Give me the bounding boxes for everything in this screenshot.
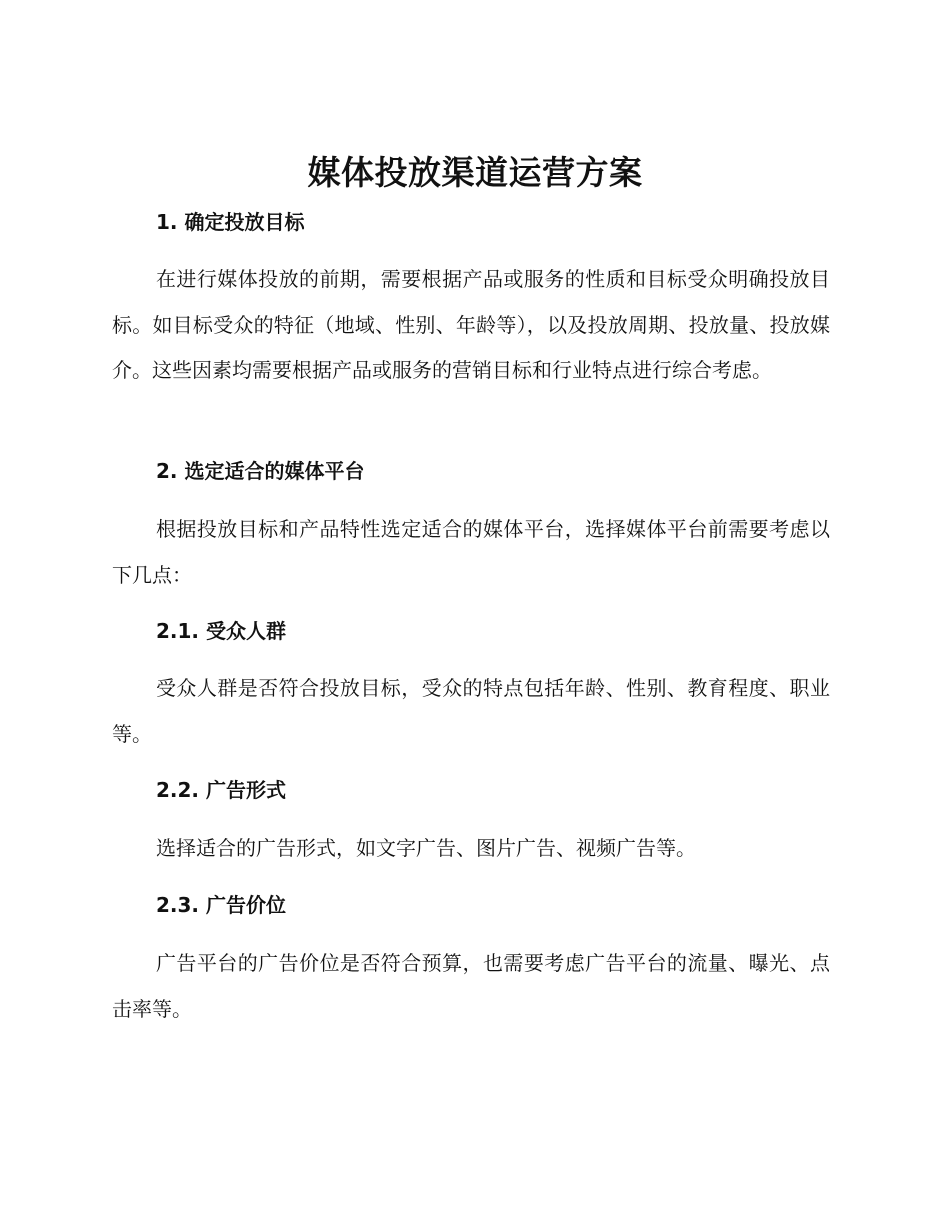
document-title: 媒体投放渠道运营方案 xyxy=(307,153,643,192)
section-paragraph-1: 在进行媒体投放的前期，需要根据产品或服务的性质和目标受众明确投放目标。如目标受众的特征（地域、性别、年龄等），以及投放周期、投放量、投放媒介。这些因素均需要根据产品或服务的营销目标和行业特点进行综合考虑。 xyxy=(112,267,830,382)
section-paragraph-2: 根据投放目标和产品特性选定适合的媒体平台，选择媒体平台前需要考虑以下几点： xyxy=(112,517,830,587)
section-heading-2-2: 2.2. 广告形式 xyxy=(156,778,286,802)
section-paragraph-2-1: 受众人群是否符合投放目标，受众的特点包括年龄、性别、教育程度、职业等。 xyxy=(112,676,830,746)
section-paragraph-2-2: 选择适合的广告形式，如文字广告、图片广告、视频广告等。 xyxy=(156,836,696,860)
section-heading-2: 2. 选定适合的媒体平台 xyxy=(156,459,365,483)
section-heading-1: 1. 确定投放目标 xyxy=(156,210,305,234)
section-paragraph-2-3: 广告平台的广告价位是否符合预算，也需要考虑广告平台的流量、曝光、点击率等。 xyxy=(112,951,830,1021)
section-heading-2-1: 2.1. 受众人群 xyxy=(156,619,286,643)
section-heading-2-3: 2.3. 广告价位 xyxy=(156,893,286,917)
